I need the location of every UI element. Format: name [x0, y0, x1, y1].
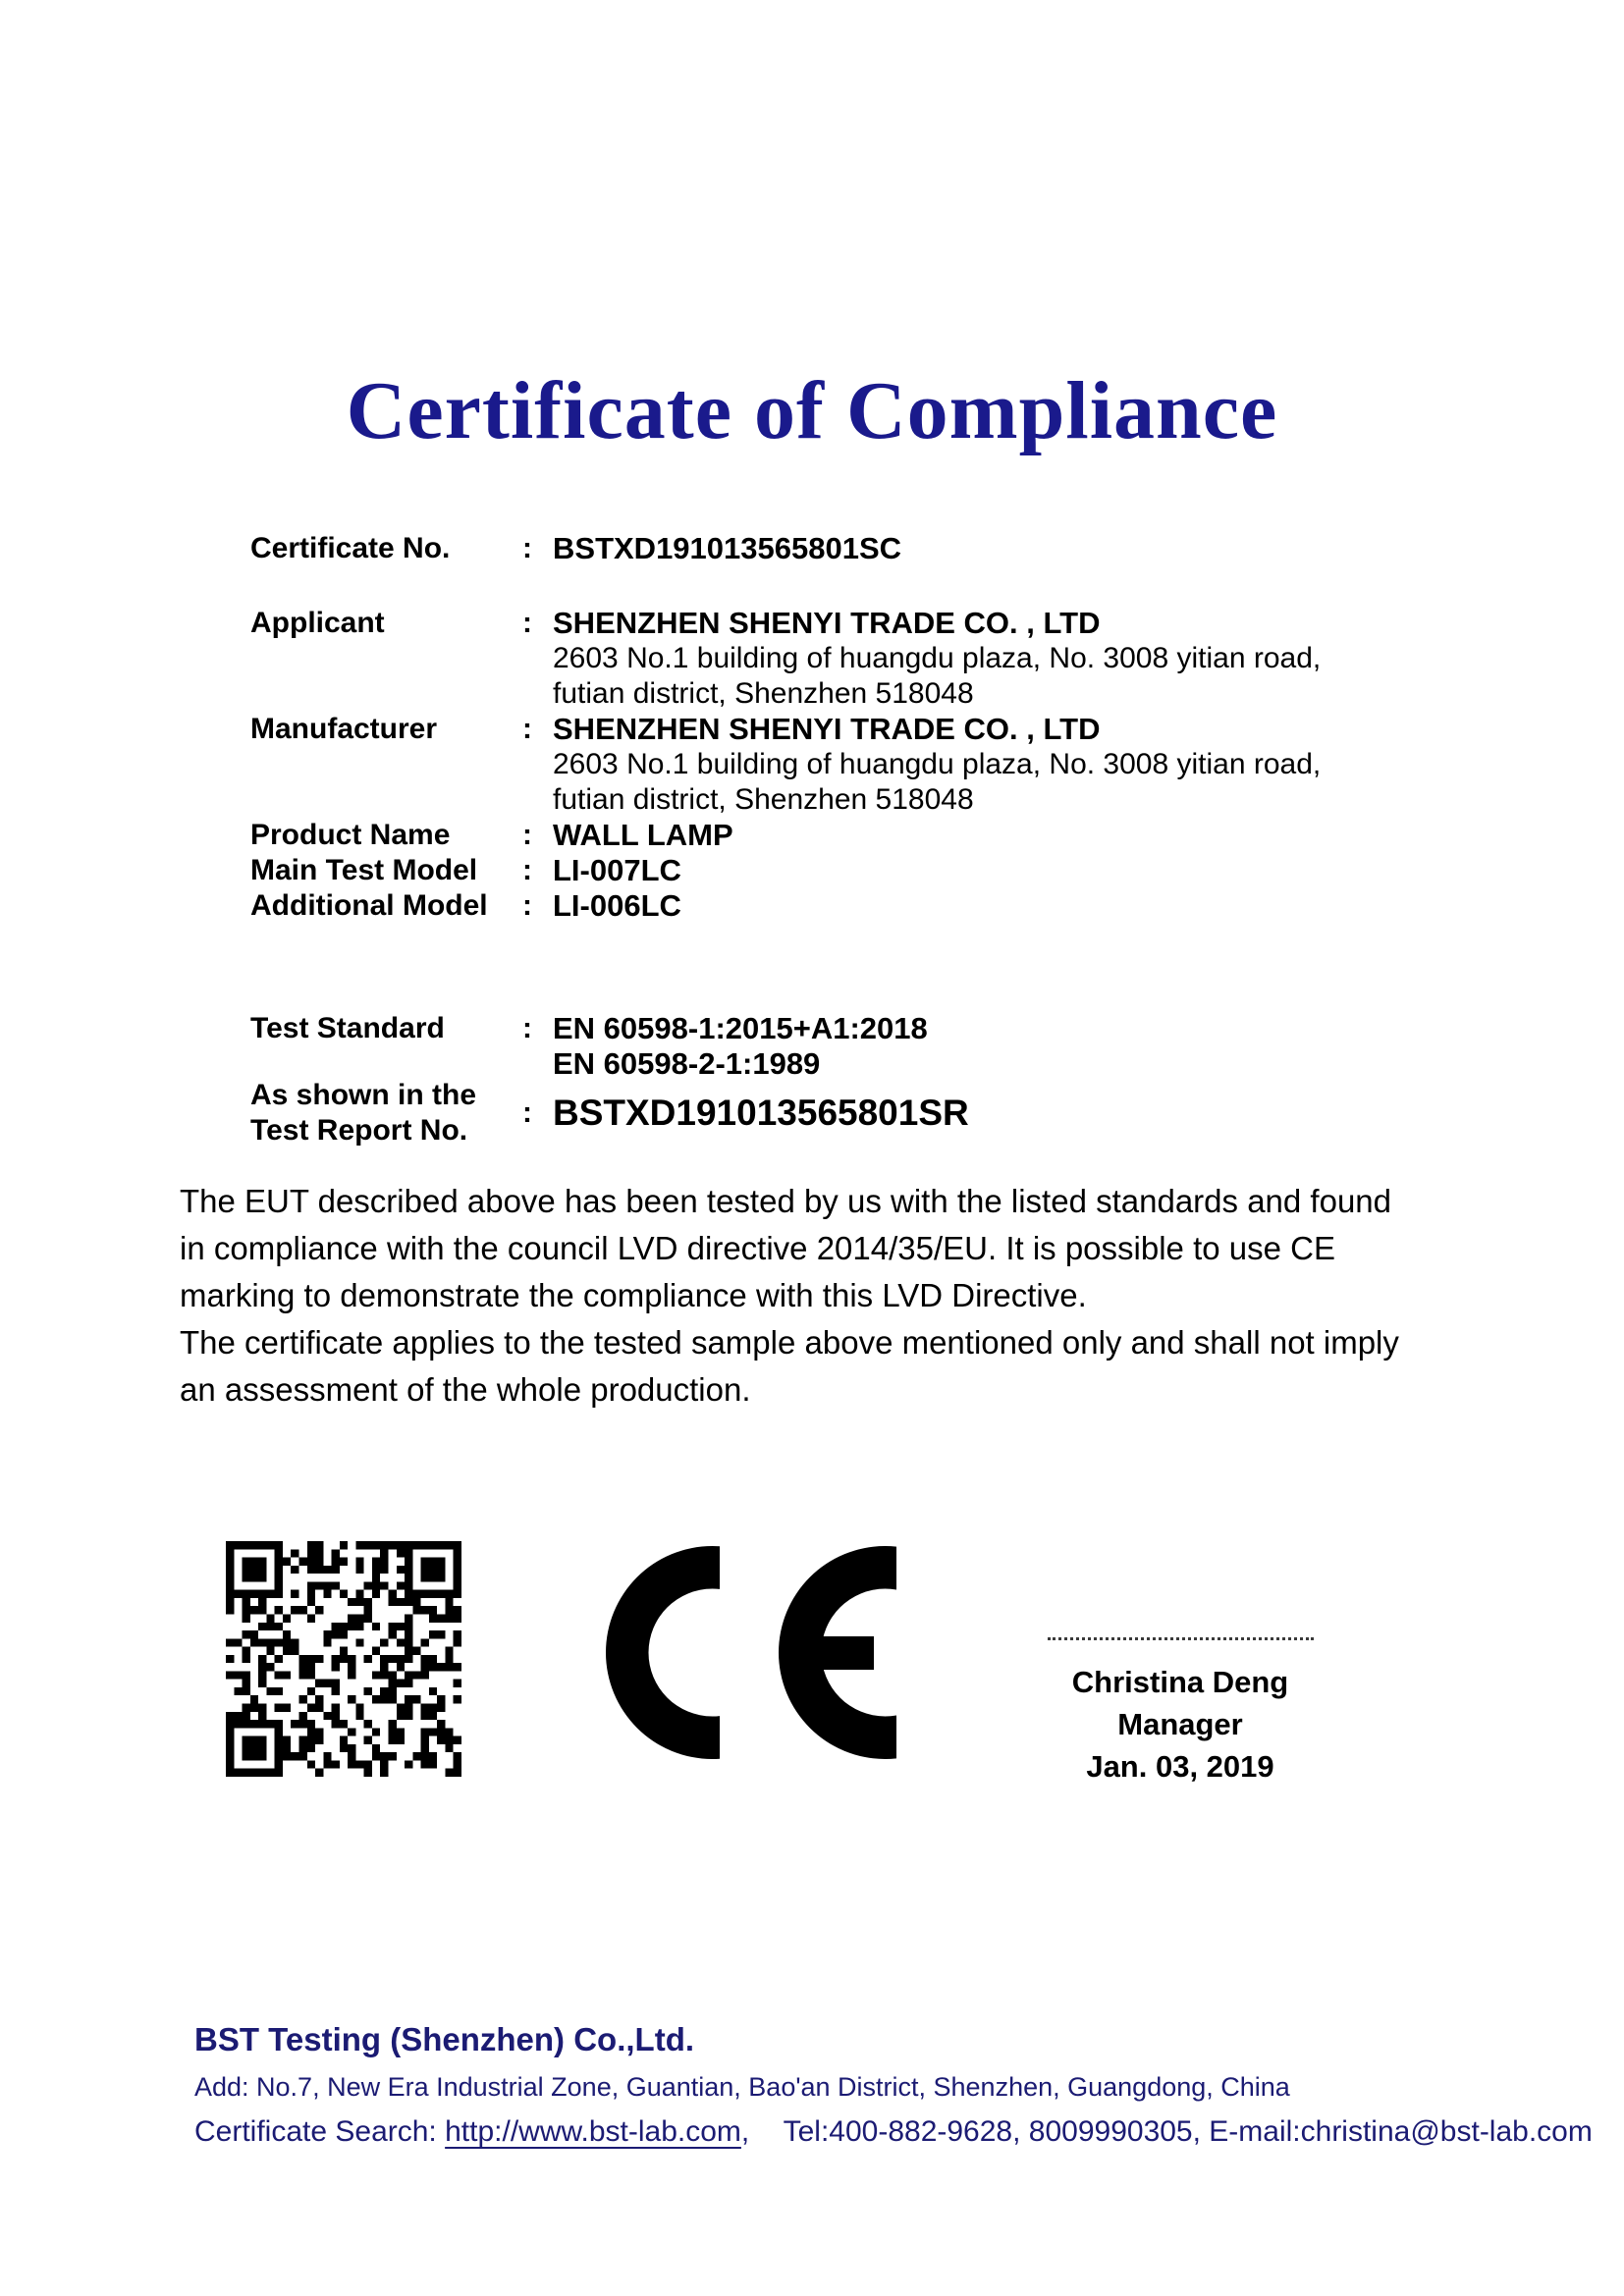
manufacturer-name: SHENZHEN SHENYI TRADE CO. , LTD [553, 712, 1101, 746]
field-colon: : [522, 1012, 532, 1044]
footer-contact-info: Tel:400-882-9628, 8009990305, E-mail:christina@bst-lab.com [783, 2115, 1593, 2148]
statement-paragraph [180, 1178, 1399, 1414]
test-standard-line1: EN 60598-1:2015+A1:2018 [553, 1011, 928, 1045]
footer-company-name: BST Testing (Shenzhen) Co.,Ltd. [194, 2021, 695, 2057]
field-label: Manufacturer [250, 713, 438, 745]
footer-address: Add: No.7, New Era Industrial Zone, Guantian, Bao'an District, Shenzhen, Guangdong, China [194, 2072, 1290, 2102]
statement-line: an assessment of the whole production. [180, 1371, 751, 1408]
statement-line: marking to demonstrate the compliance with this LVD Directive. [180, 1277, 1087, 1313]
field-label: Applicant [250, 607, 385, 639]
statement-line: The certificate applies to the tested sample above mentioned only and shall not imply [180, 1324, 1399, 1361]
field-value: BSTXD191013565801SC [553, 531, 902, 565]
field-row-test-report-no [250, 1078, 969, 1148]
field-colon: : [522, 889, 532, 922]
applicant-name: SHENZHEN SHENYI TRADE CO. , LTD [553, 606, 1101, 640]
ce-mark-icon [606, 1546, 896, 1759]
field-row-main-test-model [250, 853, 681, 888]
field-colon: : [522, 713, 532, 745]
manufacturer-address-line2: futian district, Shenzhen 518048 [553, 783, 974, 816]
field-label: Additional Model [250, 889, 488, 922]
test-report-label-line1: As shown in the [250, 1079, 477, 1111]
field-row-product-name [250, 818, 733, 853]
field-colon: : [522, 819, 532, 851]
field-label [250, 1078, 522, 1148]
signatory-name: Christina Deng [1071, 1665, 1289, 1699]
page-title: Certificate of Compliance [346, 365, 1278, 456]
field-value: BSTXD191013565801SR [553, 1093, 969, 1133]
signature-dotted-line [1048, 1622, 1314, 1640]
signatory-role: Manager [1117, 1707, 1243, 1741]
field-row-certificate-no [250, 531, 901, 566]
certificate-search-link[interactable]: http://www.bst-lab.com [445, 2115, 741, 2148]
field-row-test-standard [250, 1011, 928, 1082]
signature-block [1003, 1661, 1357, 1788]
statement-line: The EUT described above has been tested by us with the listed standards and found [180, 1183, 1392, 1219]
field-colon: : [522, 1096, 532, 1129]
footer [194, 2020, 1593, 2150]
field-label: Test Standard [250, 1012, 445, 1044]
field-label: Main Test Model [250, 854, 478, 886]
field-value: LI-006LC [553, 888, 681, 923]
field-row-manufacturer [250, 712, 1321, 818]
field-colon: : [522, 532, 532, 564]
applicant-address-line1: 2603 No.1 building of huangdu plaza, No. 3008 yitian road, [553, 642, 1322, 674]
field-value: WALL LAMP [553, 818, 733, 852]
field-value [553, 712, 1321, 818]
field-value [553, 1011, 928, 1082]
field-row-additional-model [250, 888, 681, 924]
field-label: Certificate No. [250, 532, 451, 564]
field-row-applicant [250, 606, 1321, 712]
field-colon: : [522, 607, 532, 639]
manufacturer-address-line1: 2603 No.1 building of huangdu plaza, No. 3008 yitian road, [553, 748, 1322, 780]
test-report-label-line2: Test Report No. [250, 1114, 468, 1147]
qr-code-icon [226, 1541, 461, 1777]
field-value [553, 606, 1321, 712]
test-standard-line2: EN 60598-2-1:1989 [553, 1046, 821, 1081]
certificate-search-label: Certificate Search: [194, 2115, 437, 2148]
field-colon: : [522, 854, 532, 886]
applicant-address-line2: futian district, Shenzhen 518048 [553, 677, 974, 710]
field-value: LI-007LC [553, 853, 681, 887]
signature-date: Jan. 03, 2019 [1086, 1749, 1274, 1784]
field-label: Product Name [250, 819, 451, 851]
footer-search-line [194, 2114, 1593, 2150]
statement-line: in compliance with the council LVD directive 2014/35/EU. It is possible to use CE [180, 1230, 1335, 1266]
search-comma: , [740, 2115, 750, 2148]
